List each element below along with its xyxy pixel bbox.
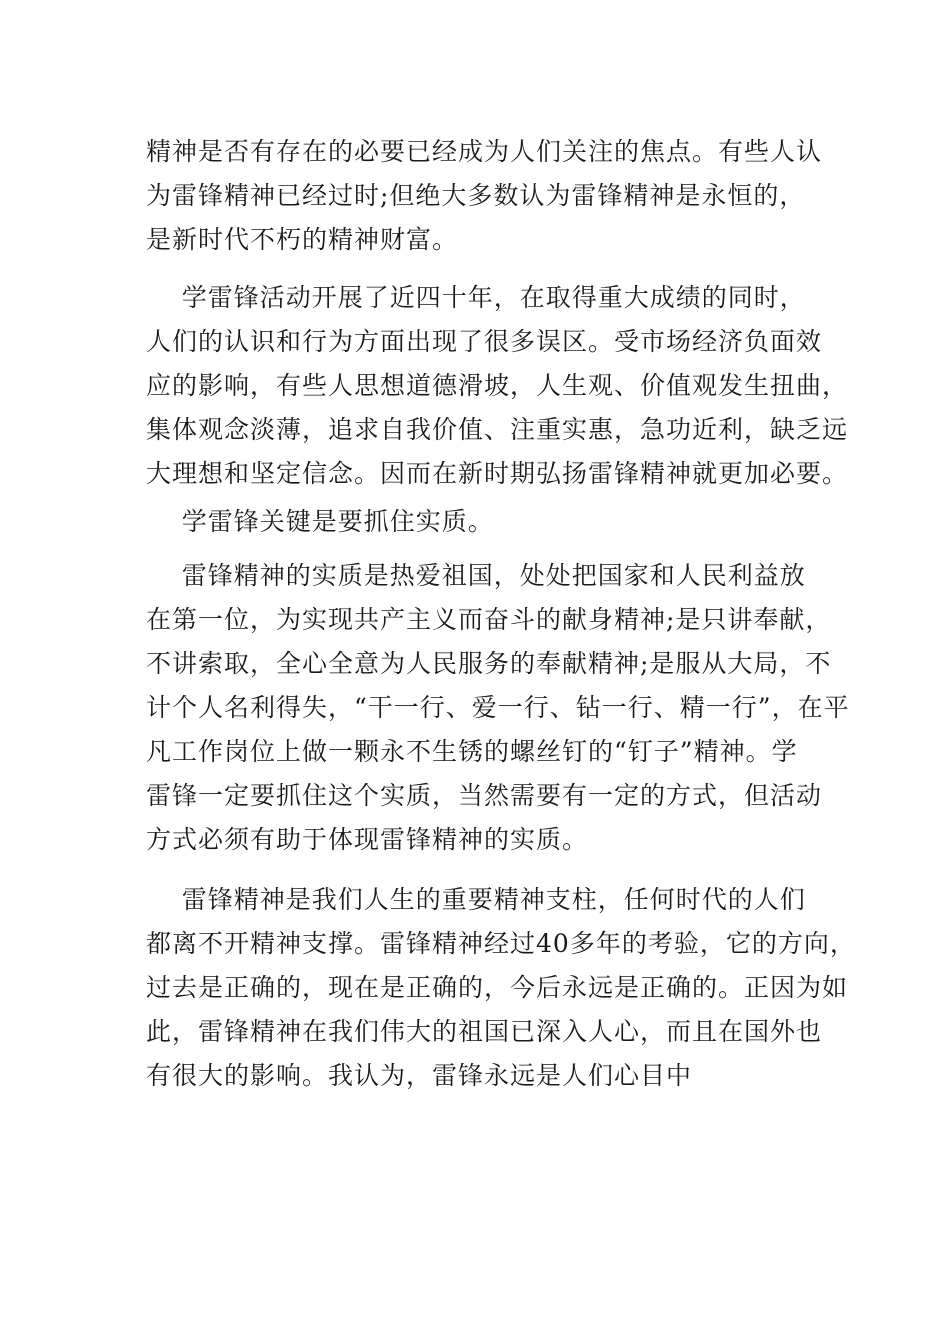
- paragraph-2: [146, 276, 849, 496]
- paragraph-5: [146, 878, 856, 1098]
- text-line: 人们的认识和行为方面出现了很多误区。受市场经济负面效: [146, 327, 823, 356]
- text-line: 有很大的影响。我认为，雷锋永远是人们心目中: [146, 1061, 693, 1090]
- text-line: 为雷锋精神已经过时;但绝大多数认为雷锋精神是永恒的，: [146, 181, 806, 210]
- text-line: 雷锋一定要抓住这个实质，当然需要有一定的方式，但活动: [146, 781, 823, 810]
- text-line: 不讲索取，全心全意为人民服务的奉献精神;是服从大局，不: [146, 649, 832, 678]
- text-line: 是新时代不朽的精神财富。: [146, 225, 459, 254]
- text-line: 过去是正确的，现在是正确的，今后永远是正确的。正因为如: [146, 973, 849, 1002]
- paragraph-gap: [146, 262, 811, 276]
- paragraph-4: [146, 554, 850, 862]
- text-line: 雷锋精神是我们人生的重要精神支柱，任何时代的人们: [146, 885, 806, 914]
- paragraph-3: [146, 500, 811, 544]
- text-line: 应的影响，有些人思想道德滑坡，人生观、价值观发生扭曲，: [146, 371, 849, 400]
- text-line: 学雷锋关键是要抓住实质。: [146, 507, 494, 536]
- text-line: 雷锋精神的实质是热爱祖国，处处把国家和人民利益放: [146, 561, 806, 590]
- text-line: 在第一位，为实现共产主义而奋斗的献身精神;是只讲奉献，: [146, 605, 832, 634]
- text-line: 都离不开精神支撑。雷锋精神经过40多年的考验，它的方向，: [146, 929, 856, 958]
- text-line: 此，雷锋精神在我们伟大的祖国已深入人心，而且在国外也: [146, 1017, 823, 1046]
- text-line: 凡工作岗位上做一颗永不生锈的螺丝钉的“钉子”精神。学: [146, 737, 798, 766]
- text-line: 计个人名利得失，“干一行、爱一行、钻一行、精一行”，在平: [146, 693, 850, 722]
- text-line: 精神是否有存在的必要已经成为人们关注的焦点。有些人认: [146, 137, 823, 166]
- document-body: [146, 130, 856, 1098]
- text-line: 学雷锋活动开展了近四十年，在取得重大成绩的同时，: [146, 283, 806, 312]
- paragraph-1: [146, 130, 823, 262]
- paragraph-gap: [146, 862, 811, 878]
- paragraph-gap: [146, 544, 811, 554]
- text-line: 集体观念淡薄，追求自我价值、注重实惠，急功近利，缺乏远: [146, 415, 849, 444]
- text-line: 方式必须有助于体现雷锋精神的实质。: [146, 825, 589, 854]
- text-line: 大理想和坚定信念。因而在新时期弘扬雷锋精神就更加必要。: [146, 459, 849, 488]
